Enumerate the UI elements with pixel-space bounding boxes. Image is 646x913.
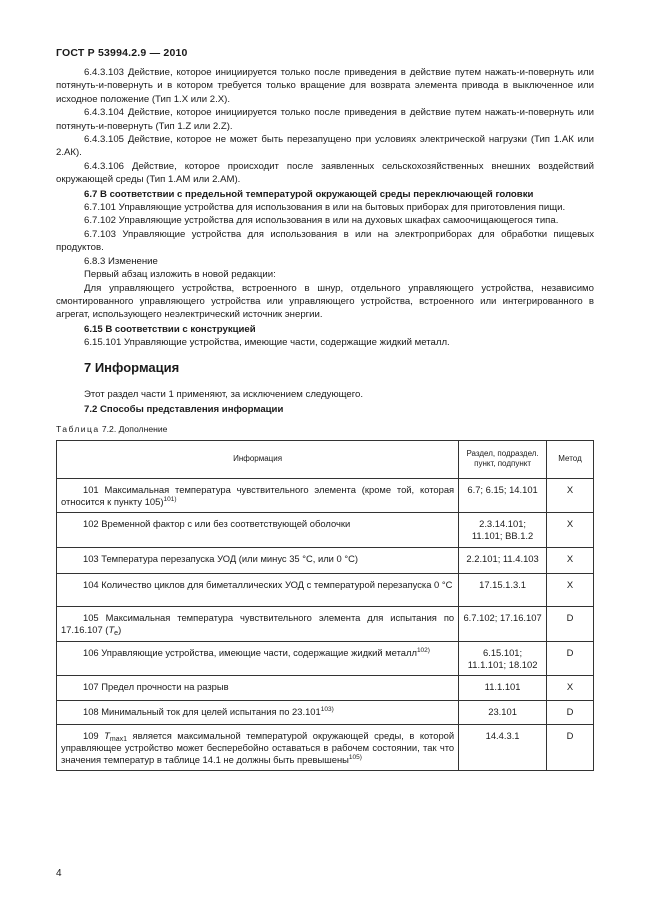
footnote-ref: 103) [320,705,334,713]
info-text: 101 Максимальная температура чувствительного элемента (кроме той, которая относится к пункту 105) [61,483,455,507]
amendment-intro: Первый абзац изложить в новой редакции: [84,269,276,281]
method-cell: D [547,641,594,675]
info-cell [57,700,459,724]
table-row [57,606,594,641]
document-header: ГОСТ Р 53994.2.9 — 2010 [56,47,188,59]
clause-6-4-3-106: 6.4.3.106 Действие, которое происходит после заявленных сельскохозяйственных внешних воздействий окружающей среды (Тип 1.АМ или 2.АМ). [56,160,594,186]
clause-6-4-3-105: 6.4.3.105 Действие, которое не может быть перезапущено при условиях электрической нагрузки (Тип 1.АК или 2.АК). [56,134,594,159]
footnote-ref: 105) [348,753,362,761]
reference-cell: 6.7.102; 17.16.107 [459,606,547,641]
reference-cell: 2.2.101; 11.4.103 [459,547,547,573]
method-cell: X [547,478,594,512]
document-body [56,66,594,771]
clause-6-15-101: 6.15.101 Управляющие устройства, имеющие части, содержащие жидкий металл. [84,337,450,349]
temperature-symbol: T [108,623,115,635]
subheading-6-15: 6.15 В соответствии с конструкцией [84,323,256,335]
reference-cell: 14.4.3.1 [459,724,547,770]
clause-6-7-102: 6.7.102 Управляющие устройства для использования в или на духовых шкафах самоочищающегося типа. [84,215,559,227]
clause-6-7-103: 6.7.103 Управляющие устройства для использования в или на электроприборах для обработки пищевых продуктов. [56,228,594,254]
reference-cell: 6.7; 6.15; 14.101 [459,478,547,512]
info-text: 105 Максимальная температура чувствительного элемента для испытания по 17.16.107 ( [61,611,455,635]
header-information: Информация [57,440,459,478]
info-text-end: ) [118,623,122,635]
reference-cell: 17.15.1.3.1 [459,573,547,606]
info-cell: 102 Временной фактор с или без соответствующей оболочки [57,512,459,547]
table-caption-text: 7.2. Дополнение [101,424,168,435]
method-cell: D [547,724,594,770]
table-row [57,724,594,770]
table-row [57,512,594,547]
reference-cell: 2.3.14.101; 11.101; ВВ.1.2 [459,512,547,547]
table-row [57,641,594,675]
table-header-row [57,440,594,478]
info-text: 106 Управляющие устройства, имеющие части, содержащие жидкий металл [83,646,417,658]
amendment-text: Для управляющего устройства, встроенного в шнур, отдельного управляющего устройства, независимо смонтированного управляющего устройства или управляющего устройства, встроенного или интегрированного в агрегат, использующего неэлектрический источник энергии. [56,282,594,321]
clause-6-8-3: 6.8.3 Изменение [84,255,158,267]
section-7-intro: Этот раздел части 1 применяют, за исключением следующего. [84,388,364,400]
footnote-ref: 101) [163,495,177,503]
reference-cell: 23.101 [459,700,547,724]
info-cell: 104 Количество циклов для биметаллических УОД с температурой перезапуска 0 °С [57,573,459,606]
information-table [56,440,594,771]
method-cell: X [547,512,594,547]
header-method: Метод [547,440,594,478]
info-text: 109 [83,729,105,741]
info-cell [57,606,459,641]
method-cell: D [547,606,594,641]
clause-6-4-3-104: 6.4.3.104 Действие, которое инициируется только после приведения в действие путем нажать-и-повернуть или потянуть-и-повернуть (Тип 1.Z или 2.Z). [56,107,594,132]
table-caption [56,423,594,436]
reference-cell: 11.1.101 [459,675,547,700]
footnote-ref: 102) [416,646,430,654]
info-text: 108 Минимальный ток для целей испытания по 23.101 [83,705,321,717]
info-cell [57,724,459,770]
temperature-subscript: e [114,629,119,637]
info-text-end: является максимальной температурой окружающей среды, в которой управляющее устройство может бесперебойно оставаться в рабочем состоянии, так что значения температур в таблице 14.1 не должны быть превышены [61,729,455,765]
method-cell: X [547,573,594,606]
info-cell [57,641,459,675]
info-cell: 107 Предел прочности на разрыв [57,675,459,700]
info-cell [57,478,459,512]
subheading-6-7: 6.7 В соответствии с предельной температурой окружающей среды переключающей головки [84,188,534,200]
temperature-subscript: max1 [109,735,128,743]
clause-6-4-3-103: 6.4.3.103 Действие, которое инициируется только после приведения в действие путем нажать-и-повернуть или потянуть-и-повернуть и в котором требуется только вращение для возврата элемента привода в выключенное или исходное положение (Тип 1.Х или 2.Х). [56,67,594,105]
info-cell: 103 Температура перезапуска УОД (или минус 35 °С, или 0 °С) [57,547,459,573]
table-row [57,675,594,700]
table-row [57,547,594,573]
header-reference: Раздел, подраздел. пункт, подпункт [459,440,547,478]
table-row [57,700,594,724]
table-row [57,573,594,606]
table-caption-label: Таблица [56,424,100,435]
section-heading-7: 7 Информация [84,359,180,375]
reference-cell: 6.15.101; 11.1.101; 18.102 [459,641,547,675]
subheading-7-2: 7.2 Способы представления информации [84,403,284,415]
method-cell: X [547,547,594,573]
page-number: 4 [56,868,62,879]
method-cell: D [547,700,594,724]
method-cell: X [547,675,594,700]
table-row [57,478,594,512]
clause-6-7-101: 6.7.101 Управляющие устройства для использования в или на бытовых приборах для приготовления пищи. [84,202,566,214]
temperature-symbol: T [104,729,110,741]
